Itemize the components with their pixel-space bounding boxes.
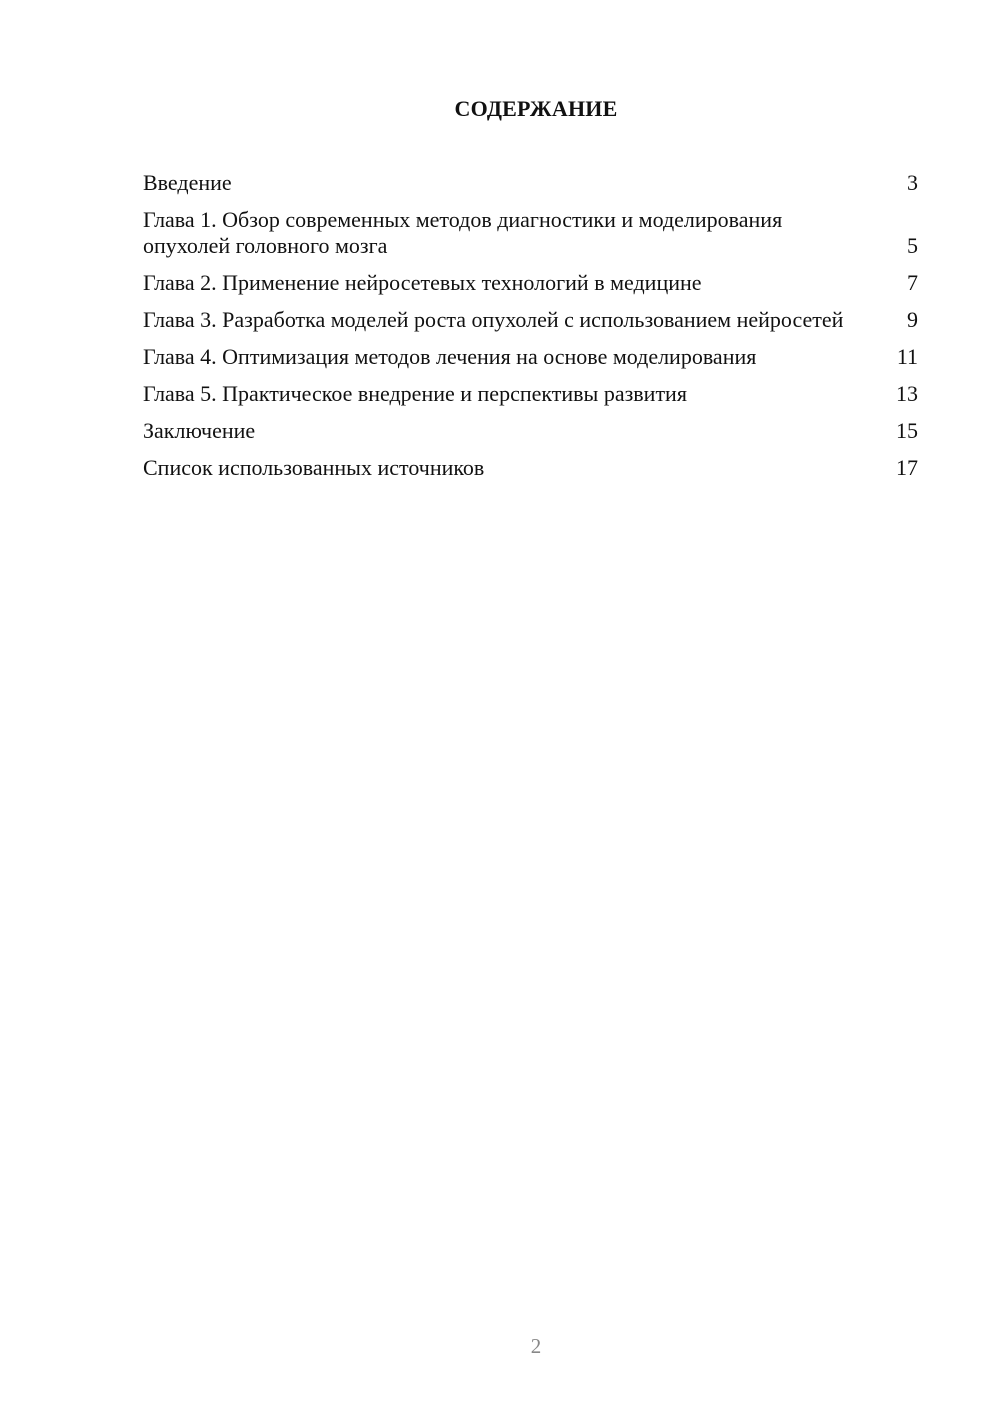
toc-entry-page: 15 [896,418,918,443]
toc-entry-introduction [143,170,918,196]
page-number: 2 [530,1334,542,1358]
toc-entry-label: Глава 3. Разработка моделей роста опухолей с использованием нейросетей [143,307,844,332]
toc-entry-chapter-1 [143,207,918,259]
toc-entry-chapter-2 [143,270,918,296]
toc-entry-chapter-4 [143,344,918,370]
toc-entry-references [143,455,918,481]
toc-entry-page: 13 [896,381,918,406]
toc-entry-label: Глава 5. Практическое внедрение и перспективы развития [143,381,687,406]
toc-entry-conclusion [143,418,918,444]
toc-entry-page: 9 [907,307,918,332]
toc-entry-page: 17 [896,455,918,480]
toc-entry-page: 5 [907,233,918,258]
toc-entry-page: 3 [907,170,918,195]
toc-entry-label: Глава 2. Применение нейросетевых технологий в медицине [143,270,702,295]
toc-entry-label: Введение [143,170,232,195]
toc-entry-chapter-3 [143,307,918,333]
toc-entry-label: Глава 4. Оптимизация методов лечения на основе моделирования [143,344,757,369]
toc-entry-label: Список использованных источников [143,455,485,480]
table-of-contents [143,170,918,492]
toc-entry-page: 7 [907,270,918,295]
toc-entry-label: Глава 1. Обзор современных методов диагностики и моделирования опухолей головного мозга [143,207,783,258]
toc-entry-chapter-5 [143,381,918,407]
toc-entry-page: 11 [896,344,918,369]
toc-title: СОДЕРЖАНИЕ [454,96,618,121]
toc-entry-label: Заключение [143,418,256,443]
